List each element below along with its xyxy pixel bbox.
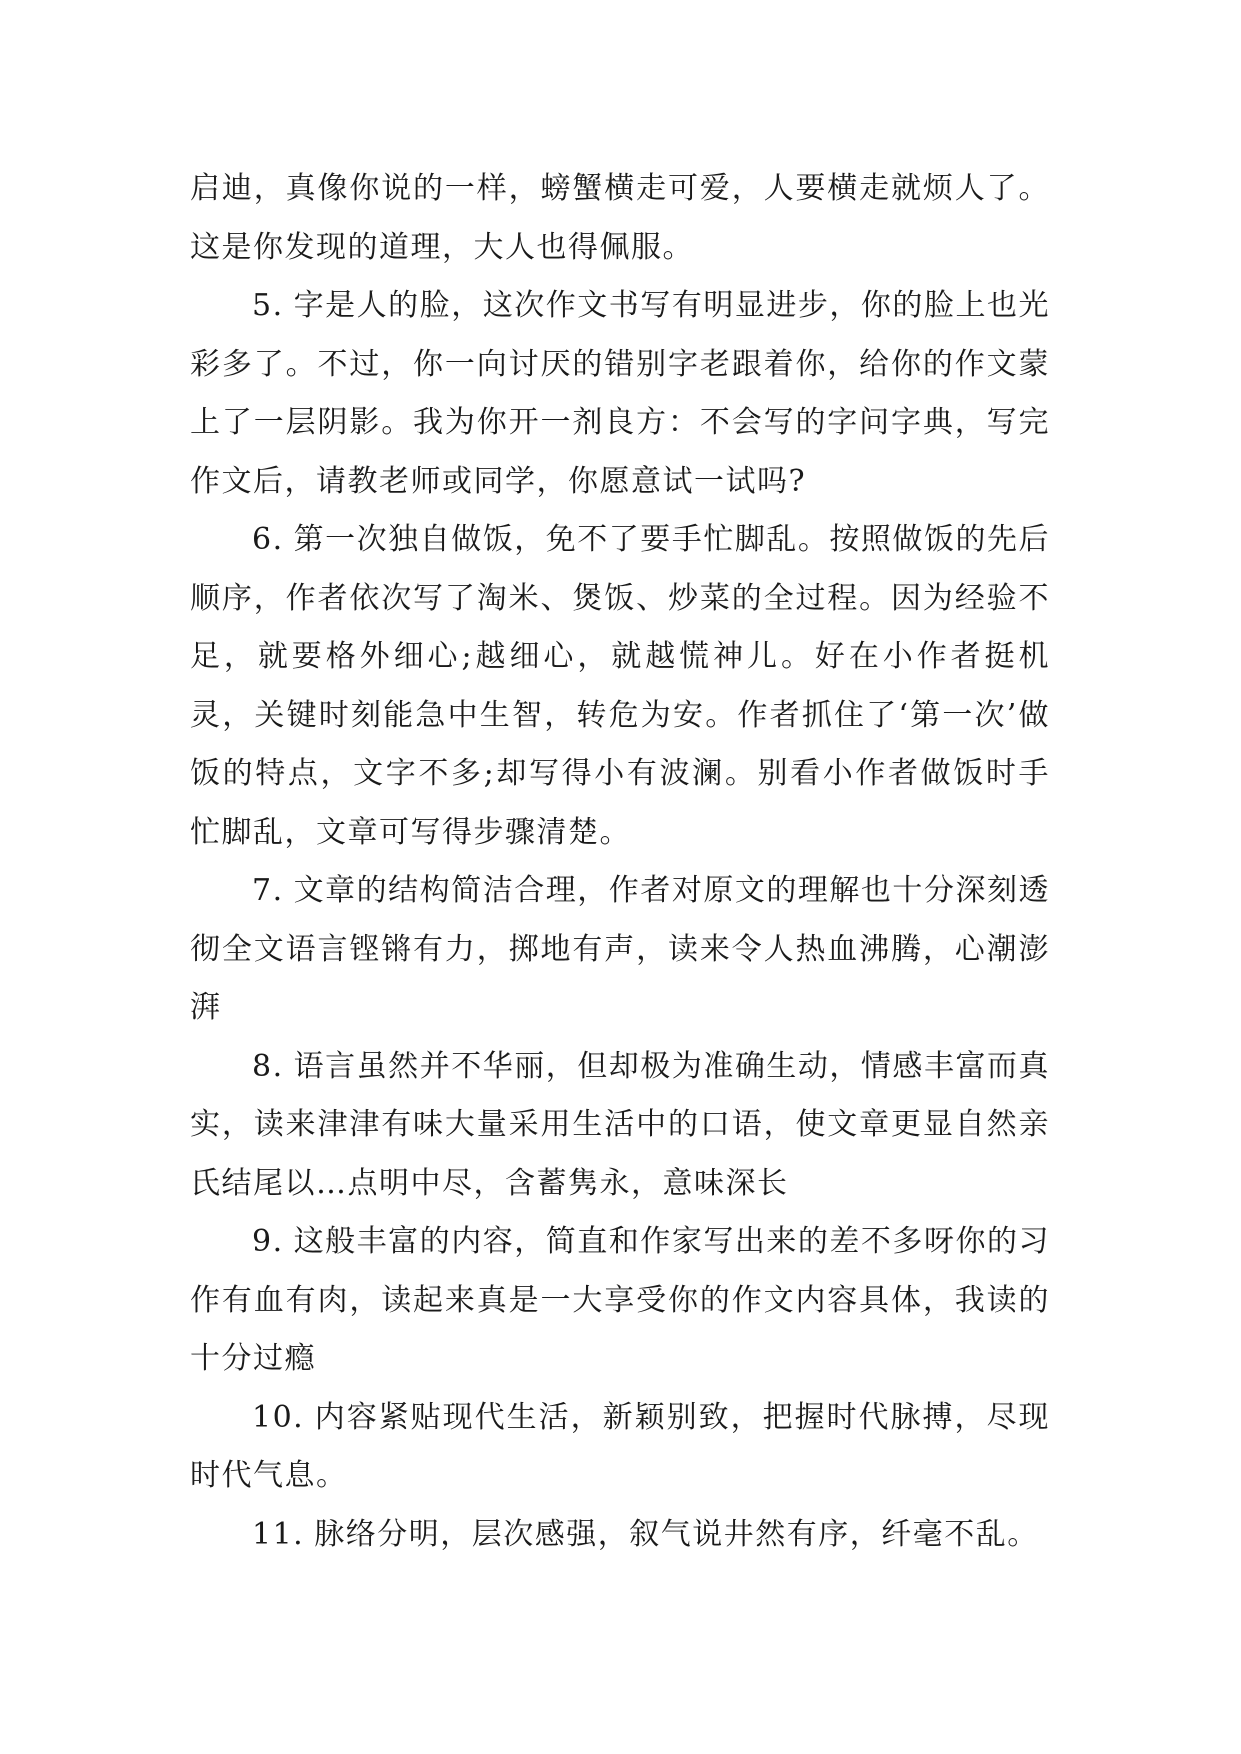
paragraph-text: 脉络分明，层次感强，叙气说井然有序，纤毫不乱。 [314, 1516, 1039, 1552]
paragraph-number: 9. [252, 1224, 284, 1259]
paragraph-number: 8. [252, 1048, 284, 1084]
paragraph-text: 启迪，真像你说的一样，螃蟹横走可爱，人要横走就烦人了。这是你发现的道理，大人也得佩服。 [190, 171, 1050, 265]
document-body [190, 160, 1050, 1564]
paragraph-number: 6. [252, 522, 284, 557]
paragraph-text: 这般丰富的内容，简直和作家写出来的差不多呀你的习作有血有肉，读起来真是一大享受你的作文内容具体，我读的十分过瘾 [190, 1224, 1050, 1376]
paragraph-item-10 [190, 1389, 1050, 1506]
paragraph-number: 5. [252, 288, 284, 323]
paragraph-number: 7. [252, 873, 284, 908]
paragraph-item-5 [190, 277, 1050, 511]
paragraph-item-11 [190, 1506, 1050, 1565]
paragraph-text: 字是人的脸，这次作文书写有明显进步，你的脸上也光彩多了。不过，你一向讨厌的错别字老跟着你，给你的作文蒙上了一层阴影。我为你开一剂良方：不会写的字问字典，写完作文后，请教老师或同学，你愿意试一试吗? [190, 288, 1050, 499]
paragraph-number: 11. [252, 1516, 305, 1552]
paragraph-item-6 [190, 511, 1050, 862]
paragraph-item-8 [190, 1038, 1050, 1214]
paragraph-item-7 [190, 862, 1050, 1038]
paragraph-item-9 [190, 1213, 1050, 1389]
paragraph-continuation [190, 160, 1050, 277]
paragraph-text: 文章的结构简洁合理，作者对原文的理解也十分深刻透彻全文语言铿锵有力，掷地有声，读来令人热血沸腾，心潮澎湃 [190, 873, 1050, 1025]
paragraph-number: 10. [252, 1399, 305, 1435]
paragraph-text: 第一次独自做饭，免不了要手忙脚乱。按照做饭的先后顺序，作者依次写了淘米、煲饭、炒菜的全过程。因为经验不足，就要格外细心;越细心，就越慌神儿。好在小作者挺机灵，关键时刻能急中生智，转危为安。作者抓住了‘第一次’做饭的特点，文字不多;却写得小有波澜。别看小作者做饭时手忙脚乱，文章可写得步骤清楚。 [190, 522, 1050, 850]
paragraph-text: 语言虽然并不华丽，但却极为准确生动，情感丰富而真实，读来津津有味大量采用生活中的口语，使文章更显自然亲氏结尾以…点明中尽，含蓄隽永，意味深长 [190, 1048, 1050, 1201]
paragraph-text: 内容紧贴现代生活，新颖别致，把握时代脉搏，尽现时代气息。 [190, 1399, 1050, 1493]
